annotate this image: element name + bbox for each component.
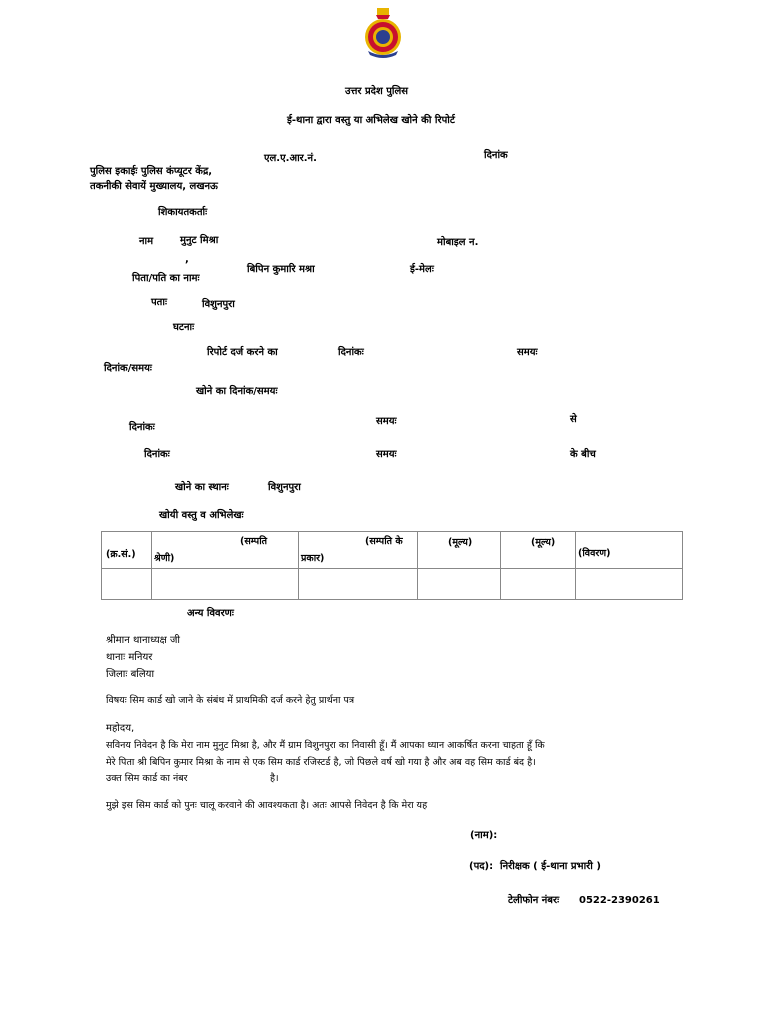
items-heading: खोयी वस्तु व अभिलेखः bbox=[159, 510, 244, 521]
fir-label: एल.ए.आर.नं. bbox=[264, 153, 317, 164]
to-date-label: दिनांकः bbox=[144, 449, 170, 460]
incident-heading: घटनाः bbox=[173, 322, 195, 333]
header-details: (विवरण) bbox=[576, 532, 683, 569]
letter-to-2: थानाः मनियर bbox=[106, 652, 153, 663]
table-cell bbox=[576, 569, 683, 600]
report-label: रिपोर्ट दर्ज करने का bbox=[207, 347, 278, 358]
org-name: उत्तर प्रदेश पुलिस bbox=[345, 86, 409, 97]
address-label: पताः bbox=[151, 297, 167, 308]
phone-label: टेलीफोन नंबरः bbox=[508, 895, 560, 906]
from-time-label: समयः bbox=[376, 416, 397, 427]
place-value: विशुनपुरा bbox=[268, 482, 301, 493]
header-property-category: (सम्पति श्रेणी) bbox=[152, 532, 299, 569]
other-details-heading: अन्य विवरणः bbox=[187, 608, 234, 619]
lost-items-table bbox=[101, 531, 683, 600]
name-label: नाम bbox=[139, 236, 154, 247]
letter-body-3-label: उक्त सिम कार्ड का नंबर bbox=[106, 773, 188, 784]
signatory-post-label: (पद): bbox=[469, 861, 494, 872]
report-time-label: समयः bbox=[517, 347, 538, 358]
mobile-label: मोबाइल न. bbox=[437, 237, 479, 248]
letter-subject: विषयः सिम कार्ड खो जाने के संबंध में प्राथमिकी दर्ज करने हेतु प्रार्थना पत्र bbox=[106, 695, 355, 706]
complainant-heading: शिकायतकर्ताः bbox=[158, 207, 208, 218]
from-suffix: से bbox=[570, 414, 577, 425]
lost-datetime-heading: खोने का दिनांक/समयः bbox=[196, 386, 278, 397]
phone-value: 0522-2390261 bbox=[579, 895, 660, 906]
name-value: मुनुट मिश्रा bbox=[180, 235, 219, 246]
address-value: विशुनपुरा bbox=[202, 299, 235, 310]
letter-to-1: श्रीमान थानाध्यक्ष जी bbox=[106, 635, 181, 646]
letter-body-2: मेरे पिता श्री बिपिन कुमार मिश्रा के नाम से एक सिम कार्ड रजिस्टर्ड है, जो पिछले वर्ष खो गया है और अब वह सिम कार्ड बंद है। bbox=[106, 757, 536, 768]
table-cell bbox=[299, 569, 418, 600]
father-label: पिता/पति का नामः bbox=[132, 273, 200, 284]
header-serial: (क्र.सं.) bbox=[102, 532, 152, 569]
table-cell bbox=[102, 569, 152, 600]
header-property-type: (सम्पति के प्रकार) bbox=[299, 532, 418, 569]
father-value: बिपिन कुमारि मश्रा bbox=[247, 264, 315, 275]
comma: , bbox=[185, 254, 189, 265]
report-date-label: दिनांकः bbox=[338, 347, 364, 358]
signatory-name-label: (नाम): bbox=[470, 830, 498, 841]
email-label: ई-मेलः bbox=[410, 264, 434, 275]
letter-to-3: जिलाः बलिया bbox=[106, 669, 155, 680]
table-header-row bbox=[102, 532, 683, 569]
letter-body-4: मुझे इस सिम कार्ड को पुनः चालू करवाने की आवश्यकता है। अतः आपसे निवेदन है कि मेरा यह bbox=[106, 800, 428, 811]
to-time-label: समयः bbox=[376, 449, 397, 460]
unit-line-2: तकनीकी सेवायें मुख्यालय, लखनऊ bbox=[90, 181, 218, 192]
signatory-post-value: निरीक्षक ( ई-थाना प्रभारी ) bbox=[500, 861, 601, 872]
datetime-label: दिनांक/समयः bbox=[104, 363, 152, 374]
date-label: दिनांक bbox=[484, 150, 508, 161]
header-value-2: (मूल्य) bbox=[501, 532, 576, 569]
table-cell bbox=[501, 569, 576, 600]
letter-salutation: महोदय, bbox=[106, 723, 135, 734]
to-suffix: के बीच bbox=[570, 449, 596, 460]
header-value-1: (मूल्य) bbox=[418, 532, 501, 569]
report-title: ई-थाना द्वारा वस्तु या अभिलेख खोने की रिपोर्ट bbox=[287, 115, 455, 126]
from-date-label: दिनांकः bbox=[129, 422, 155, 433]
table-cell bbox=[152, 569, 299, 600]
place-label: खोने का स्थानः bbox=[175, 482, 229, 493]
letter-body-3-end: है। bbox=[270, 773, 279, 784]
unit-line-1: पुलिस इकाईः पुलिस कंप्यूटर केंद्र, bbox=[90, 166, 213, 177]
up-police-emblem bbox=[360, 6, 406, 60]
letter-body-1: सविनय निवेदन है कि मेरा नाम मुनुट मिश्रा है, और मैं ग्राम विशुनपुरा का निवासी हूँ। मैं आपका ध्यान आकर्षित करना चाहता हूँ कि bbox=[106, 740, 545, 751]
table-cell bbox=[418, 569, 501, 600]
table-row bbox=[102, 569, 683, 600]
